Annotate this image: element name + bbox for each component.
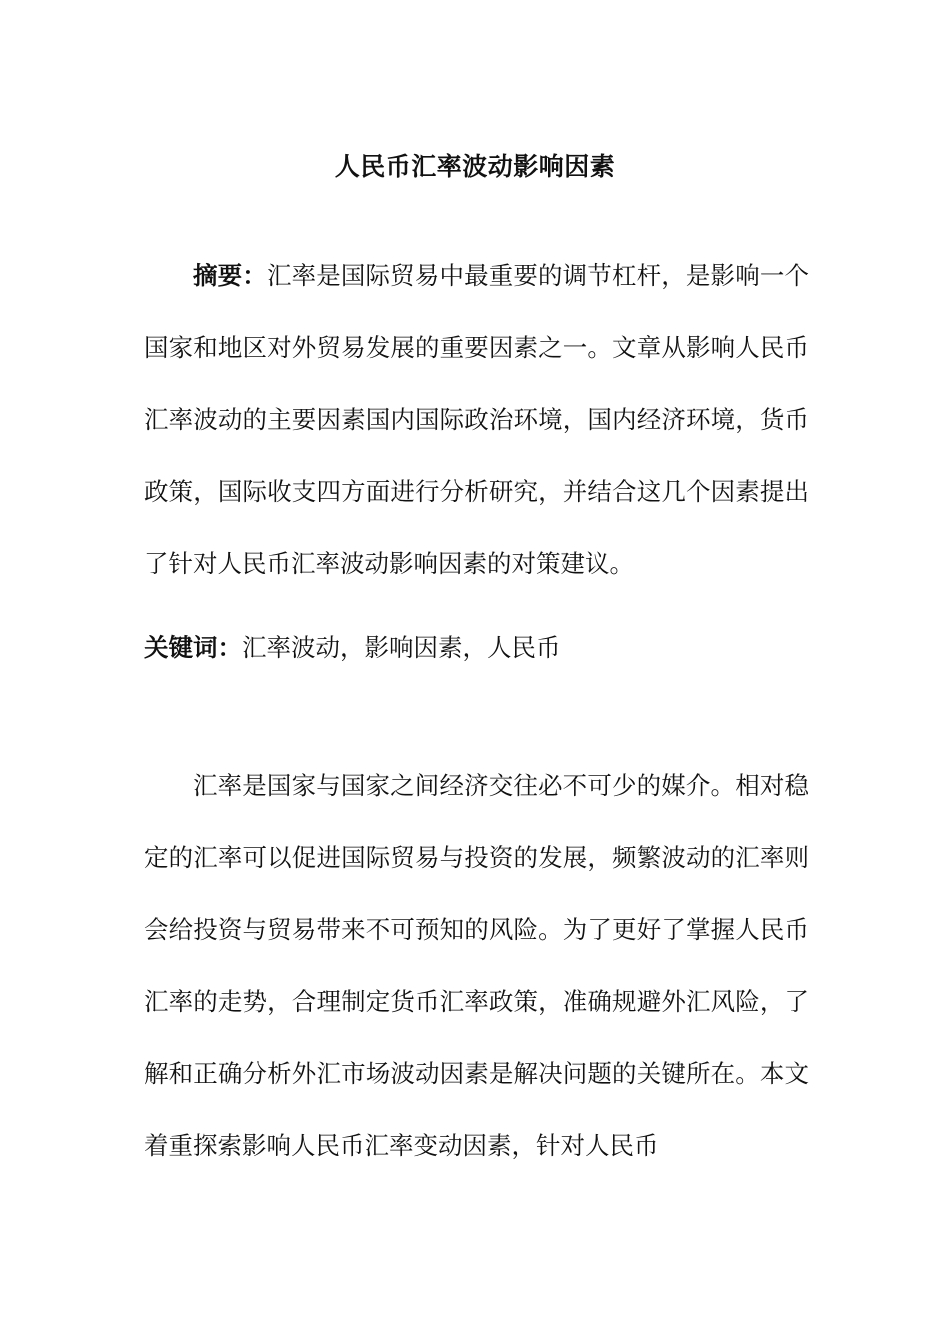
abstract-text: 汇率是国际贸易中最重要的调节杠杆，是影响一个国家和地区对外贸易发展的重要因素之一。文章从影响人民币汇率波动的主要因素国内国际政治环境，国内经济环境，货币政策，国际收支四方面进行分析研究，并结合这几个因素提出了针对人民币汇率波动影响因素的对策建议。 bbox=[144, 261, 809, 578]
abstract-paragraph bbox=[144, 240, 809, 600]
keywords-line bbox=[144, 612, 809, 684]
document-title: 人民币汇率波动影响因素 bbox=[334, 151, 616, 181]
keywords-text: 汇率波动，影响因素，人民币 bbox=[242, 633, 561, 662]
intro-paragraph: 汇率是国家与国家之间经济交往必不可少的媒介。相对稳定的汇率可以促进国际贸易与投资的发展，频繁波动的汇率则会给投资与贸易带来不可预知的风险。为了更好了掌握人民币汇率的走势，合理制定货币汇率政策，准确规避外汇风险，了解和正确分析外汇市场波动因素是解决问题的关键所在。本文着重探索影响人民币汇率变动因素，针对人民币 bbox=[144, 771, 809, 1160]
keywords-label: 关键词： bbox=[144, 633, 242, 662]
abstract-label: 摘要： bbox=[193, 261, 267, 290]
